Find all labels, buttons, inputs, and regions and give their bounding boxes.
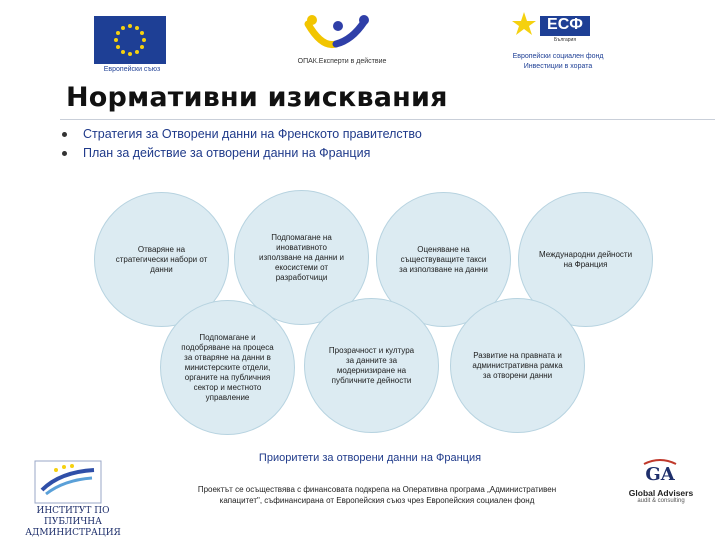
ga-name: Global Advisers (628, 488, 694, 498)
ipa-logo (34, 460, 102, 504)
footer-note (168, 484, 586, 506)
priority-circle-label: Подпомагане и подобряване на процеса за отваряне на данни в министерските отдели, органите на публичния сектор и местното управление (181, 332, 274, 402)
bullet-list (62, 125, 662, 163)
priority-circle-transparency (304, 298, 439, 433)
priority-circle-label: Международни дейности на Франция (538, 249, 633, 269)
footer-note-line2: капацитет", съфинансирана от Европейския съюз чрез Европейския социален фонд (219, 496, 535, 505)
esf-mark: ЕСФ (547, 16, 583, 33)
opak-logo (302, 14, 374, 58)
global-advisers-logo (640, 458, 680, 486)
bullet-dot-icon (62, 151, 67, 156)
priority-circle-label: Подпомагане на иновативното използване на данни и екосистеми от разработчици (259, 232, 344, 282)
opak-caption: ОПАК.Експерти в действие (297, 58, 387, 65)
priority-circle-label: Отваряне на стратегически набори от данни (115, 244, 208, 274)
priority-circle-label: Развитие на правната и административна рамка за отворени данни (472, 350, 563, 380)
priority-circle-legal-framework (450, 298, 585, 433)
esf-logo (512, 10, 594, 48)
priority-circle-label: Прозрачност и култура за данните за модернизиране на публичните дейности (328, 345, 415, 385)
bullet-dot-icon (62, 132, 67, 137)
ga-mark: GA (645, 464, 675, 485)
esf-caption (492, 52, 624, 72)
title-divider (60, 119, 715, 120)
ipa-caption-line2: АДМИНИСТРАЦИЯ (25, 528, 121, 538)
bullet-item (62, 125, 662, 144)
priority-circle-label: Оценяване на съществуващите такси за използване на данни (399, 244, 488, 274)
footer-note-line1: Проектът се осъществява с финансовата подкрепа на Оперативна програма „Административен (197, 485, 557, 494)
bullet-text: План за действие за отворени данни на Франция (83, 146, 371, 160)
ipa-caption (10, 506, 136, 539)
ipa-caption-line1: ИНСТИТУТ ПО ПУБЛИЧНА (36, 506, 110, 527)
esf-country: България (553, 37, 577, 43)
ga-subtitle: audit & consulting (637, 498, 685, 504)
eu-flag-logo (94, 16, 166, 64)
eu-stars-icon (94, 16, 166, 64)
priority-circle-opening-process (160, 300, 295, 435)
diagram-caption: Приоритети за отворени данни на Франция (258, 452, 482, 464)
esf-caption-line1: Европейски социален фонд (512, 53, 604, 60)
esf-caption-line2: Инвестиции в хората (523, 63, 593, 70)
bullet-text: Стратегия за Отворени данни на Френското правителство (83, 127, 422, 141)
page-title: Нормативни изисквания (66, 82, 448, 113)
bullet-item (62, 144, 662, 163)
eu-caption: Европейски съюз (103, 66, 161, 73)
